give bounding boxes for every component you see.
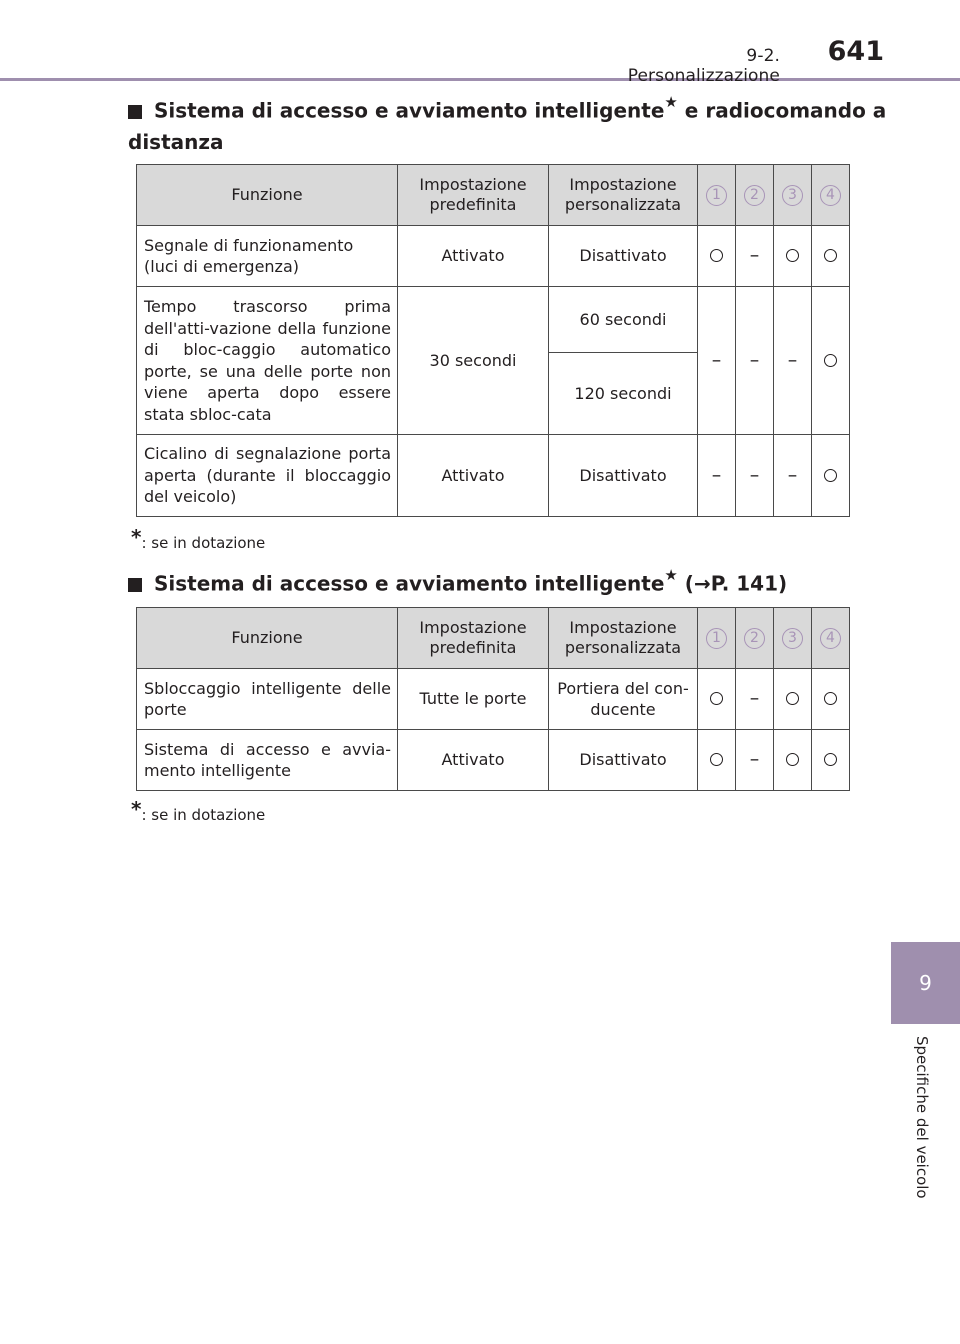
page-number: 641 bbox=[827, 36, 884, 67]
row-mark: – bbox=[736, 287, 774, 435]
table-row bbox=[137, 226, 850, 287]
chapter-tab bbox=[891, 942, 960, 1024]
row-mark bbox=[812, 669, 850, 730]
row-mark: – bbox=[774, 287, 812, 435]
chapter-number: 9 bbox=[919, 971, 932, 995]
row-custom: Portiera del con-ducente bbox=[549, 669, 698, 730]
section2-footnote: *: se in dotazione bbox=[131, 797, 266, 824]
col-custom: Impostazione personalizzata bbox=[549, 608, 698, 669]
square-bullet-icon bbox=[128, 105, 142, 119]
row-mark bbox=[812, 226, 850, 287]
row-mark bbox=[774, 226, 812, 287]
col-custom: Impostazione personalizzata bbox=[549, 165, 698, 226]
table-row bbox=[137, 435, 850, 517]
row-mark bbox=[698, 730, 736, 791]
row-function: Sistema di accesso e avvia-mento intelligente bbox=[137, 730, 398, 791]
table-row bbox=[137, 730, 850, 791]
section1-title: Sistema di accesso e avviamento intelligente bbox=[154, 98, 665, 123]
header-rule bbox=[0, 78, 960, 81]
col-number-1: 1 bbox=[706, 628, 727, 649]
circle-icon bbox=[824, 753, 837, 766]
section1-footnote: *: se in dotazione bbox=[131, 525, 266, 552]
circle-icon bbox=[710, 692, 723, 705]
row-mark: – bbox=[698, 435, 736, 517]
row-function: Sbloccaggio intelligente delle porte bbox=[137, 669, 398, 730]
table-header-row bbox=[137, 608, 850, 669]
row-mark: – bbox=[736, 226, 774, 287]
col-number-4: 4 bbox=[820, 628, 841, 649]
row-mark bbox=[774, 730, 812, 791]
row-mark: – bbox=[774, 435, 812, 517]
col-number-3: 3 bbox=[782, 185, 803, 206]
circle-icon bbox=[786, 692, 799, 705]
row-mark: – bbox=[736, 730, 774, 791]
row-mark bbox=[698, 669, 736, 730]
col-default: Impostazione predefinita bbox=[398, 608, 549, 669]
row-custom-option: 60 secondi bbox=[549, 287, 698, 353]
col-funzione: Funzione bbox=[137, 608, 398, 669]
circle-icon bbox=[710, 753, 723, 766]
table-row bbox=[137, 287, 850, 353]
asterisk-icon: ★ bbox=[664, 93, 678, 111]
section1-table bbox=[136, 164, 850, 517]
circle-icon bbox=[824, 469, 837, 482]
row-function: Cicalino di segnalazione porta aperta (durante il bloccaggio del veicolo) bbox=[137, 435, 398, 517]
row-custom-option: 120 secondi bbox=[549, 353, 698, 435]
row-mark bbox=[812, 730, 850, 791]
col-number-2: 2 bbox=[744, 185, 765, 206]
row-function: Segnale di funzionamento (luci di emergenza) bbox=[137, 226, 398, 287]
col-number-2: 2 bbox=[744, 628, 765, 649]
section1-title-suffix: e radiocomando a distanza bbox=[128, 98, 887, 154]
row-default: Attivato bbox=[398, 730, 549, 791]
col-number-3: 3 bbox=[782, 628, 803, 649]
circle-icon bbox=[710, 249, 723, 262]
row-custom: Disattivato bbox=[549, 226, 698, 287]
row-mark: – bbox=[736, 435, 774, 517]
section2-heading bbox=[128, 563, 888, 600]
table-row bbox=[137, 669, 850, 730]
col-number-1: 1 bbox=[706, 185, 727, 206]
section2-table bbox=[136, 607, 850, 791]
col-number-4: 4 bbox=[820, 185, 841, 206]
circle-icon bbox=[824, 692, 837, 705]
asterisk-icon: * bbox=[131, 525, 142, 549]
row-default: Attivato bbox=[398, 226, 549, 287]
section-label: 9-2. Personalizzazione bbox=[627, 46, 780, 86]
row-mark bbox=[774, 669, 812, 730]
row-mark bbox=[698, 226, 736, 287]
row-function: Tempo trascorso prima dell'atti-vazione della funzione di bloc-caggio automatico porte, se una delle porte non viene aperta dopo essere stata sbloc-cata bbox=[137, 287, 398, 435]
circle-icon bbox=[824, 354, 837, 367]
row-custom: Disattivato bbox=[549, 730, 698, 791]
row-custom: Disattivato bbox=[549, 435, 698, 517]
asterisk-icon: ★ bbox=[664, 566, 678, 584]
circle-icon bbox=[786, 753, 799, 766]
circle-icon bbox=[824, 249, 837, 262]
row-default: 30 secondi bbox=[398, 287, 549, 435]
col-funzione: Funzione bbox=[137, 165, 398, 226]
circle-icon bbox=[786, 249, 799, 262]
chapter-title: Specifiche del veicolo bbox=[913, 1036, 931, 1199]
table-header-row bbox=[137, 165, 850, 226]
asterisk-icon: * bbox=[131, 797, 142, 821]
row-default: Tutte le porte bbox=[398, 669, 549, 730]
row-default: Attivato bbox=[398, 435, 549, 517]
row-mark bbox=[812, 435, 850, 517]
col-default: Impostazione predefinita bbox=[398, 165, 549, 226]
row-mark: – bbox=[736, 669, 774, 730]
section2-title: Sistema di accesso e avviamento intelligente bbox=[154, 571, 665, 596]
section2-ref: (→P. 141) bbox=[677, 571, 788, 596]
row-mark: – bbox=[698, 287, 736, 435]
row-mark bbox=[812, 287, 850, 435]
square-bullet-icon bbox=[128, 578, 142, 592]
